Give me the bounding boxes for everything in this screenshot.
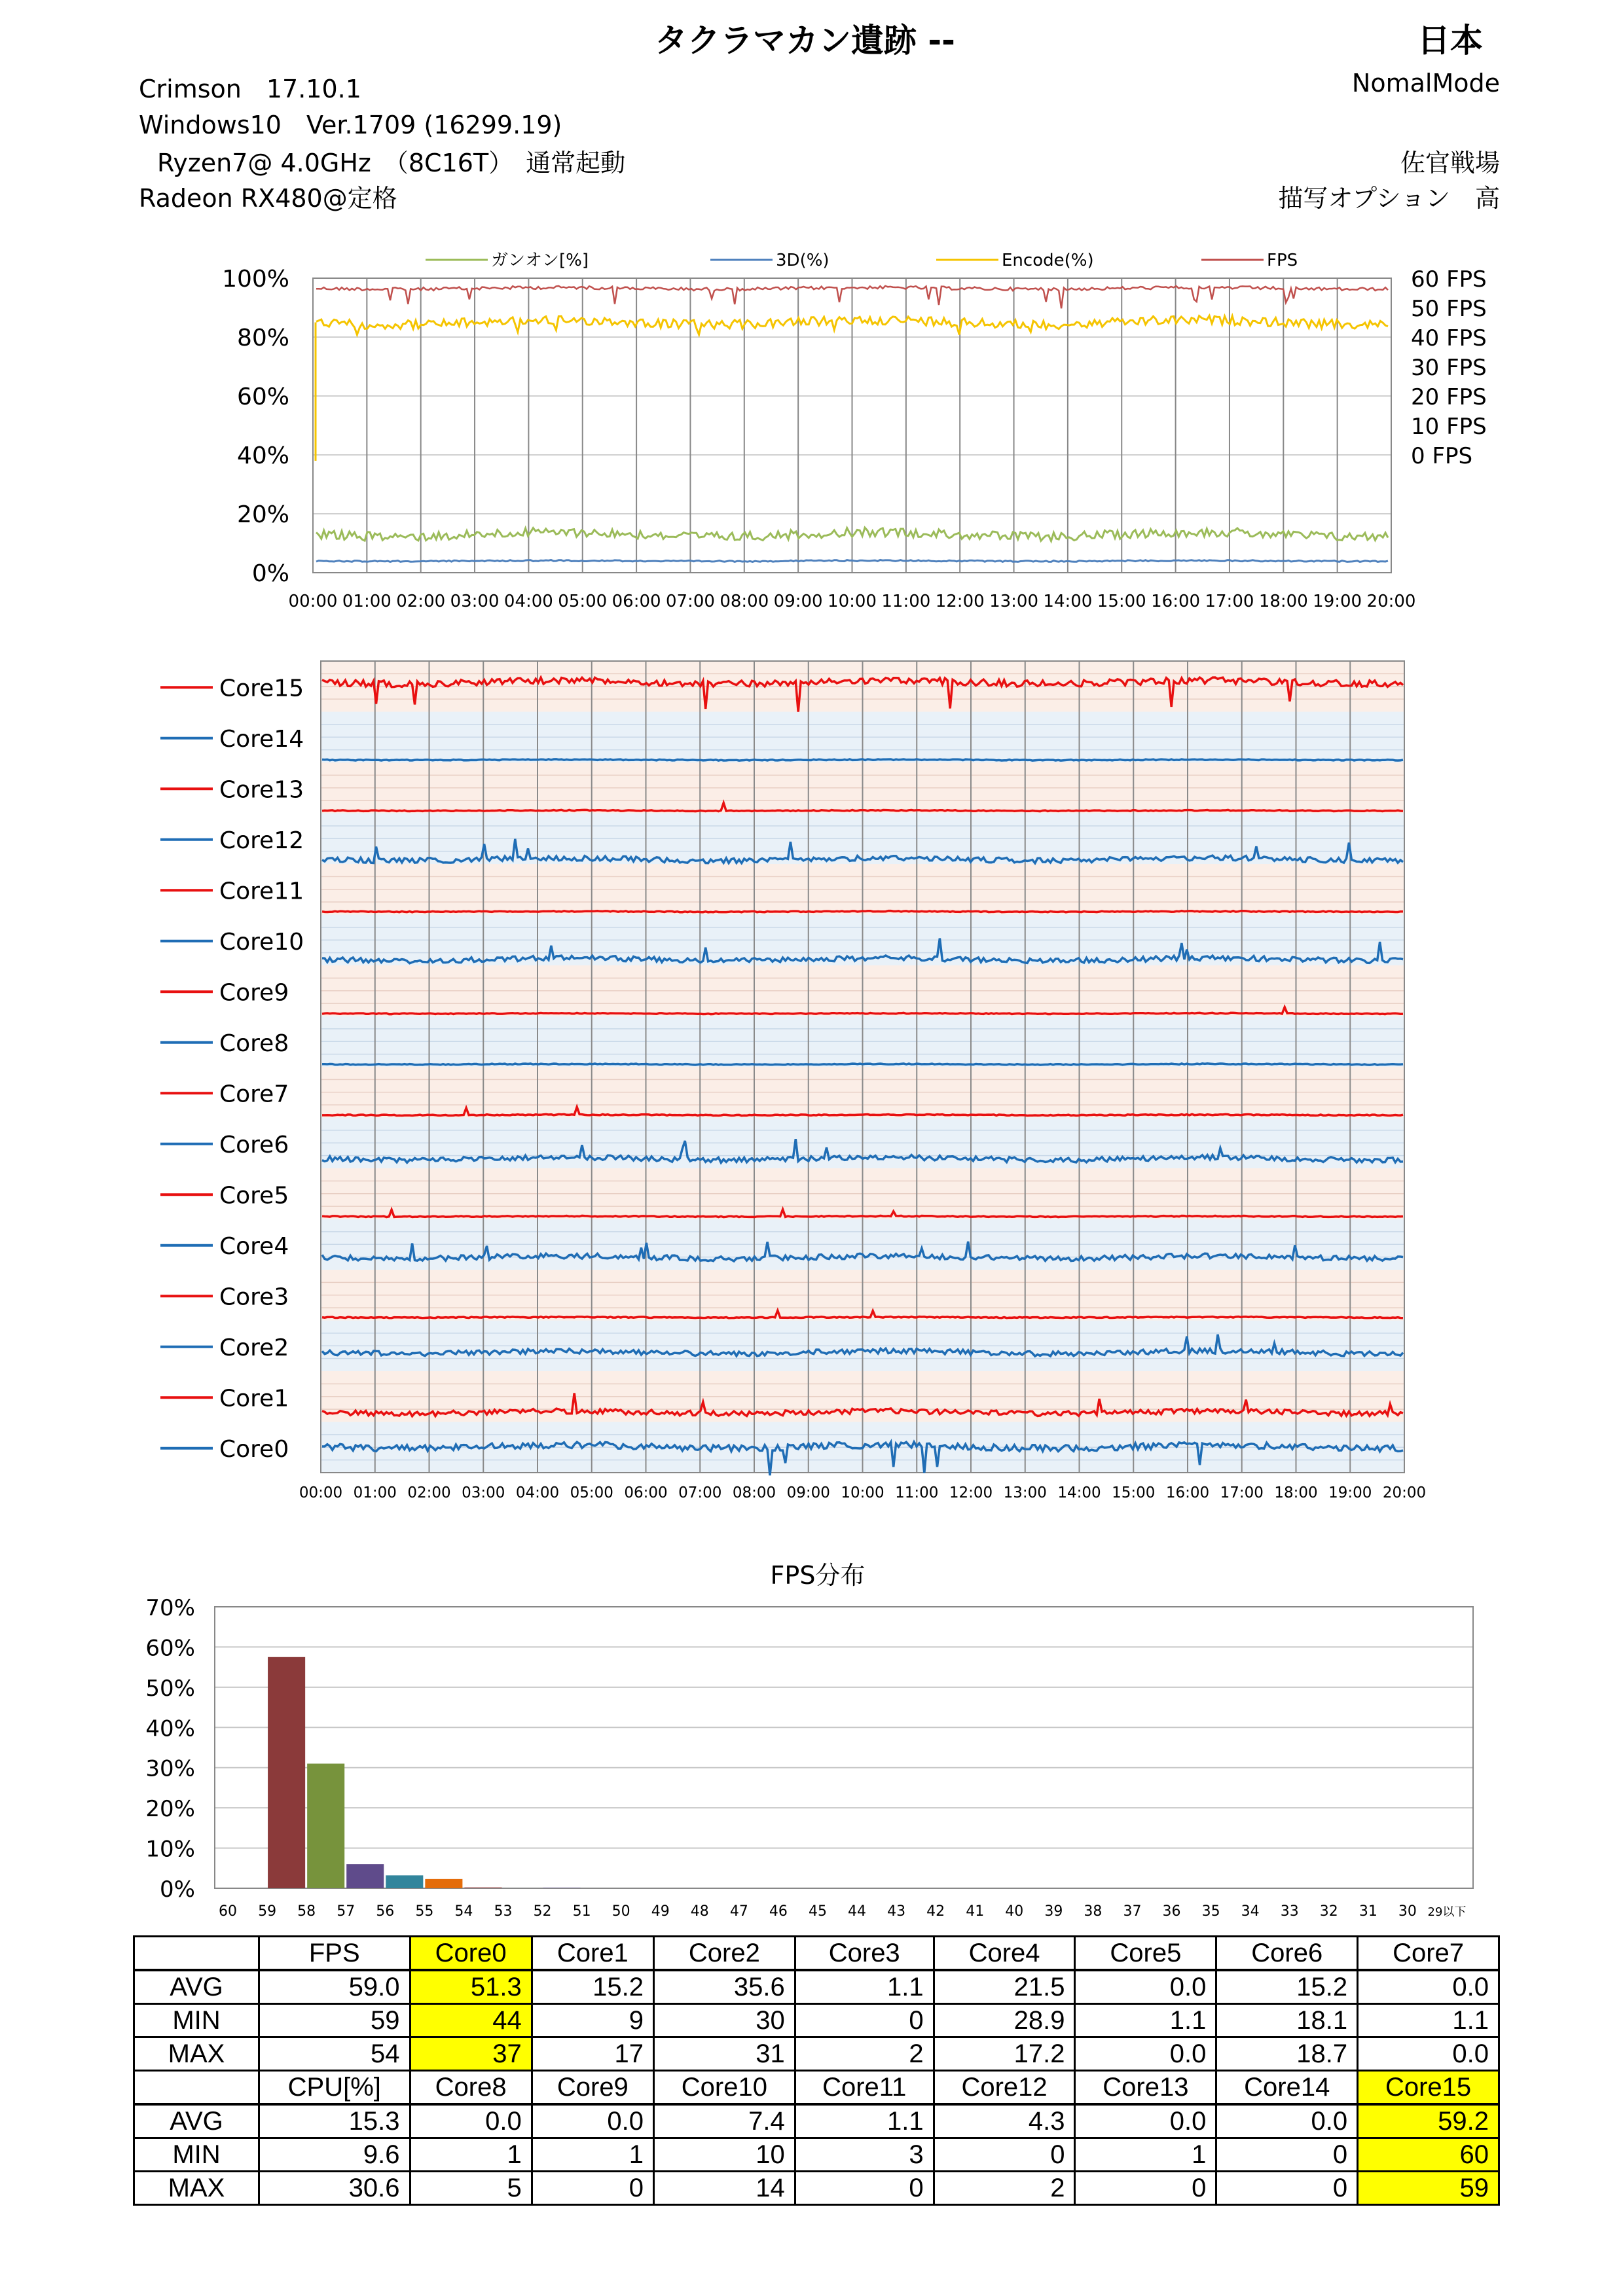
value-cell: 59.0 <box>259 1970 410 2004</box>
x-tick-label: 44 <box>848 1903 867 1920</box>
y2-tick-label: 10 FPS <box>1411 414 1487 440</box>
x-tick-label: 55 <box>415 1903 434 1920</box>
column-header-cell: Core0 <box>410 1937 532 1971</box>
column-header-cell: Core8 <box>410 2071 532 2105</box>
x-tick-label: 04:00 <box>515 1484 560 1501</box>
value-cell: 1 <box>532 2138 653 2172</box>
y2-tick-label: 0 FPS <box>1411 443 1473 469</box>
table-row <box>134 2037 1499 2071</box>
value-cell: 0 <box>532 2172 653 2205</box>
column-header-cell: Core6 <box>1216 1937 1358 1971</box>
row-label-cell: MIN <box>134 2004 259 2037</box>
row-label-cell <box>134 2071 259 2105</box>
bar-56 <box>386 1875 423 1888</box>
x-tick-label: 04:00 <box>503 592 553 611</box>
value-cell: 18.1 <box>1216 2004 1358 2037</box>
table-row <box>134 2104 1499 2138</box>
value-cell: 15.3 <box>259 2104 410 2138</box>
value-cell: 0 <box>795 2004 934 2037</box>
x-tick-label: 07:00 <box>665 592 715 611</box>
value-cell: 30.6 <box>259 2172 410 2205</box>
gpu-spec: Radeon RX480@定格 <box>139 184 397 213</box>
cpu-spec: Ryzen7@ 4.0GHz （8C16T） 通常起動 <box>157 149 626 177</box>
legend-label: FPS <box>1267 251 1298 270</box>
x-tick-label: 59 <box>258 1903 277 1920</box>
value-cell: 0.0 <box>410 2104 532 2138</box>
value-cell: 1.1 <box>795 2104 934 2138</box>
value-cell: 7.4 <box>653 2104 795 2138</box>
x-tick-label: 16:00 <box>1151 592 1201 611</box>
x-tick-label: 02:00 <box>396 592 446 611</box>
driver-version: Crimson 17.10.1 <box>139 75 361 103</box>
value-cell: 2 <box>934 2172 1075 2205</box>
y-tick-label: 40% <box>236 442 289 469</box>
value-cell: 0.0 <box>1075 1970 1216 2004</box>
value-cell: 9.6 <box>259 2138 410 2172</box>
table-header-row <box>134 2071 1499 2105</box>
x-tick-label: 36 <box>1162 1903 1181 1920</box>
x-tick-label: 53 <box>494 1903 513 1920</box>
column-header-cell: Core14 <box>1216 2071 1358 2105</box>
column-header-cell: CPU[%] <box>259 2071 410 2105</box>
x-tick-label: 31 <box>1359 1903 1377 1920</box>
value-cell: 0 <box>1216 2138 1358 2172</box>
mode-label: NomalMode <box>1351 69 1500 98</box>
y-tick-label: 60% <box>236 384 289 410</box>
x-tick-label: 14:00 <box>1057 1484 1101 1501</box>
value-cell: 4.3 <box>934 2104 1075 2138</box>
value-cell: 10 <box>653 2138 795 2172</box>
value-cell: 0 <box>1216 2172 1358 2205</box>
x-tick-label: 40 <box>1005 1903 1024 1920</box>
value-cell: 59 <box>1358 2172 1499 2205</box>
value-cell: 0 <box>1075 2172 1216 2205</box>
legend-label: Core5 <box>219 1182 289 1210</box>
value-cell: 3 <box>795 2138 934 2172</box>
x-tick-label: 17:00 <box>1205 592 1254 611</box>
value-cell: 0.0 <box>1216 2104 1358 2138</box>
value-cell: 51.3 <box>410 1970 532 2004</box>
x-tick-label: 60 <box>219 1903 238 1920</box>
row-label-cell: AVG <box>134 1970 259 2004</box>
page-title: タクラマカン遺跡 -- <box>655 22 955 60</box>
x-tick-label: 02:00 <box>407 1484 451 1501</box>
legend-label: Core1 <box>219 1385 289 1412</box>
x-tick-label: 57 <box>337 1903 356 1920</box>
x-tick-label: 43 <box>887 1903 906 1920</box>
column-header-cell: Core1 <box>532 1937 653 1971</box>
column-header-cell: Core13 <box>1075 2071 1216 2105</box>
fps-distribution-chart <box>0 1558 1623 1924</box>
table-header-row <box>134 1937 1499 1971</box>
x-tick-label: 03:00 <box>462 1484 505 1501</box>
os-version: Windows10 Ver.1709 (16299.19) <box>139 111 562 139</box>
table-row <box>134 1970 1499 2004</box>
x-tick-label: 48 <box>690 1903 709 1920</box>
x-tick-label: 20:00 <box>1382 1484 1427 1501</box>
bar-58 <box>307 1764 344 1888</box>
y2-tick-label: 60 FPS <box>1411 266 1487 293</box>
x-tick-label: 00:00 <box>299 1484 343 1501</box>
legend-label: Core2 <box>219 1334 289 1361</box>
value-cell: 17 <box>532 2037 653 2071</box>
y-tick-label: 70% <box>145 1595 195 1621</box>
x-tick-label: 19:00 <box>1328 1484 1372 1501</box>
value-cell: 1.1 <box>795 1970 934 2004</box>
x-tick-label: 08:00 <box>732 1484 776 1501</box>
plot-frame <box>215 1607 1473 1888</box>
x-tick-label: 52 <box>533 1903 552 1920</box>
bar-55 <box>425 1879 462 1888</box>
column-header-cell: Core9 <box>532 2071 653 2105</box>
legend-label: Core11 <box>219 878 304 905</box>
x-tick-label: 47 <box>729 1903 748 1920</box>
value-cell: 59.2 <box>1358 2104 1499 2138</box>
chart-title: FPS分布 <box>770 1561 866 1590</box>
value-cell: 17.2 <box>934 2037 1075 2071</box>
value-cell: 21.5 <box>934 1970 1075 2004</box>
value-cell: 0 <box>795 2172 934 2205</box>
value-cell: 35.6 <box>653 1970 795 2004</box>
value-cell: 18.7 <box>1216 2037 1358 2071</box>
legend-label: Core3 <box>219 1283 289 1311</box>
y-tick-label: 30% <box>145 1755 195 1782</box>
column-header-cell: Core2 <box>653 1937 795 1971</box>
y2-tick-label: 40 FPS <box>1411 325 1487 351</box>
legend-label: Core10 <box>219 928 304 956</box>
value-cell: 1.1 <box>1075 2004 1216 2037</box>
x-tick-label: 12:00 <box>935 592 985 611</box>
row-label-cell: MAX <box>134 2172 259 2205</box>
x-tick-label: 10:00 <box>841 1484 884 1501</box>
value-cell: 15.2 <box>1216 1970 1358 2004</box>
x-tick-label: 16:00 <box>1165 1484 1210 1501</box>
value-cell: 54 <box>259 2037 410 2071</box>
quality-label: 描写オプション 高 <box>1278 184 1500 213</box>
x-tick-label: 49 <box>651 1903 670 1920</box>
y-tick-label: 10% <box>145 1836 195 1863</box>
x-tick-label: 46 <box>769 1903 788 1920</box>
table-row <box>134 2172 1499 2205</box>
legend-label: Core14 <box>219 725 304 753</box>
x-tick-label: 58 <box>297 1903 316 1920</box>
legend-label: Core6 <box>219 1131 289 1158</box>
usage-fps-chart <box>0 236 1623 628</box>
x-tick-label: 15:00 <box>1112 1484 1156 1501</box>
x-tick-label: 39 <box>1044 1903 1063 1920</box>
value-cell: 31 <box>653 2037 795 2071</box>
y2-tick-label: 30 FPS <box>1411 355 1487 381</box>
column-header-cell: Core15 <box>1358 2071 1499 2105</box>
x-tick-label: 37 <box>1123 1903 1142 1920</box>
column-header-cell: Core3 <box>795 1937 934 1971</box>
value-cell: 28.9 <box>934 2004 1075 2037</box>
value-cell: 0.0 <box>1358 1970 1499 2004</box>
x-tick-label: 11:00 <box>895 1484 939 1501</box>
value-cell: 15.2 <box>532 1970 653 2004</box>
value-cell: 0.0 <box>1358 2037 1499 2071</box>
x-tick-label: 18:00 <box>1258 592 1308 611</box>
x-tick-label: 01:00 <box>353 1484 397 1501</box>
x-tick-label: 12:00 <box>949 1484 993 1501</box>
y-tick-label: 50% <box>145 1675 195 1702</box>
legend-label: Core9 <box>219 979 289 1007</box>
bar-57 <box>346 1864 384 1888</box>
y-tick-label: 40% <box>145 1715 195 1742</box>
region-label: 日本 <box>1417 22 1483 60</box>
x-tick-label: 18:00 <box>1274 1484 1318 1501</box>
value-cell: 0.0 <box>1075 2037 1216 2071</box>
legend-label: Core7 <box>219 1081 289 1108</box>
x-tick-label: 06:00 <box>624 1484 668 1501</box>
x-tick-label: 08:00 <box>720 592 769 611</box>
core-line-core14 <box>322 759 1403 761</box>
column-header-cell: Core11 <box>795 2071 934 2105</box>
x-tick-label: 13:00 <box>989 592 1039 611</box>
column-header-cell: Core10 <box>653 2071 795 2105</box>
value-cell: 37 <box>410 2037 532 2071</box>
value-cell: 14 <box>653 2172 795 2205</box>
y-tick-label: 0% <box>251 560 289 587</box>
x-tick-label: 41 <box>966 1903 985 1920</box>
x-tick-label: 51 <box>572 1903 591 1920</box>
core-line-core11 <box>322 911 1403 912</box>
x-tick-label: 10:00 <box>828 592 877 611</box>
x-tick-label: 09:00 <box>773 592 823 611</box>
x-tick-label: 15:00 <box>1097 592 1146 611</box>
x-tick-label: 09:00 <box>786 1484 830 1501</box>
legend-label: Encode(%) <box>1002 251 1094 270</box>
legend-label: Core4 <box>219 1232 289 1260</box>
x-tick-label: 06:00 <box>611 592 661 611</box>
value-cell: 1 <box>1075 2138 1216 2172</box>
y-tick-label: 0% <box>160 1876 195 1903</box>
stats-table <box>133 1935 1500 2206</box>
x-tick-label: 30 <box>1398 1903 1417 1920</box>
row-label-cell <box>134 1937 259 1971</box>
bar-59 <box>268 1657 305 1888</box>
x-tick-label: 05:00 <box>570 1484 613 1501</box>
value-cell: 1.1 <box>1358 2004 1499 2037</box>
value-cell: 60 <box>1358 2138 1499 2172</box>
x-tick-label: 20:00 <box>1366 592 1416 611</box>
x-tick-label: 00:00 <box>288 592 338 611</box>
column-header-cell: Core7 <box>1358 1937 1499 1971</box>
x-tick-label: 14:00 <box>1043 592 1093 611</box>
y2-tick-label: 50 FPS <box>1411 296 1487 322</box>
scene-label: 佐官戦場 <box>1400 149 1500 177</box>
value-cell: 0.0 <box>532 2104 653 2138</box>
x-tick-label: 50 <box>611 1903 630 1920</box>
x-tick-label: 38 <box>1084 1903 1103 1920</box>
core-usage-chart <box>0 648 1623 1518</box>
y-tick-label: 80% <box>236 325 289 351</box>
table-row <box>134 2004 1499 2037</box>
legend-label: ガンオン[%] <box>491 251 589 270</box>
legend-label: Core8 <box>219 1030 289 1057</box>
value-cell: 1 <box>410 2138 532 2172</box>
y-tick-label: 60% <box>145 1635 195 1662</box>
x-tick-label: 17:00 <box>1220 1484 1264 1501</box>
value-cell: 2 <box>795 2037 934 2071</box>
y-tick-label: 20% <box>236 501 289 528</box>
legend-label: Core13 <box>219 776 304 804</box>
legend-label: 3D(%) <box>776 251 830 270</box>
x-tick-label: 32 <box>1319 1903 1338 1920</box>
value-cell: 44 <box>410 2004 532 2037</box>
y2-tick-label: 20 FPS <box>1411 384 1487 410</box>
x-tick-label: 34 <box>1241 1903 1260 1920</box>
row-label-cell: MAX <box>134 2037 259 2071</box>
y-tick-label: 100% <box>222 266 289 293</box>
x-tick-label: 11:00 <box>881 592 931 611</box>
x-tick-label: 19:00 <box>1313 592 1362 611</box>
value-cell: 59 <box>259 2004 410 2037</box>
value-cell: 0 <box>934 2138 1075 2172</box>
value-cell: 9 <box>532 2004 653 2037</box>
table-row <box>134 2138 1499 2172</box>
x-tick-label: 29以下 <box>1427 1905 1467 1919</box>
x-tick-label: 03:00 <box>450 592 500 611</box>
x-tick-label: 35 <box>1201 1903 1220 1920</box>
x-tick-label: 13:00 <box>1003 1484 1047 1501</box>
value-cell: 30 <box>653 2004 795 2037</box>
row-label-cell: AVG <box>134 2104 259 2138</box>
x-tick-label: 54 <box>454 1903 473 1920</box>
x-tick-label: 45 <box>808 1903 827 1920</box>
x-tick-label: 07:00 <box>678 1484 722 1501</box>
x-tick-label: 33 <box>1280 1903 1299 1920</box>
value-cell: 5 <box>410 2172 532 2205</box>
row-label-cell: MIN <box>134 2138 259 2172</box>
core-line-core8 <box>322 1064 1403 1065</box>
x-tick-label: 56 <box>376 1903 395 1920</box>
x-tick-label: 42 <box>926 1903 945 1920</box>
column-header-cell: FPS <box>259 1937 410 1971</box>
legend-label: Core0 <box>219 1435 289 1463</box>
column-header-cell: Core4 <box>934 1937 1075 1971</box>
legend-label: Core12 <box>219 827 304 854</box>
column-header-cell: Core5 <box>1075 1937 1216 1971</box>
y-tick-label: 20% <box>145 1796 195 1823</box>
legend-label: Core15 <box>219 675 304 702</box>
x-tick-label: 05:00 <box>558 592 608 611</box>
column-header-cell: Core12 <box>934 2071 1075 2105</box>
value-cell: 0.0 <box>1075 2104 1216 2138</box>
x-tick-label: 01:00 <box>342 592 392 611</box>
